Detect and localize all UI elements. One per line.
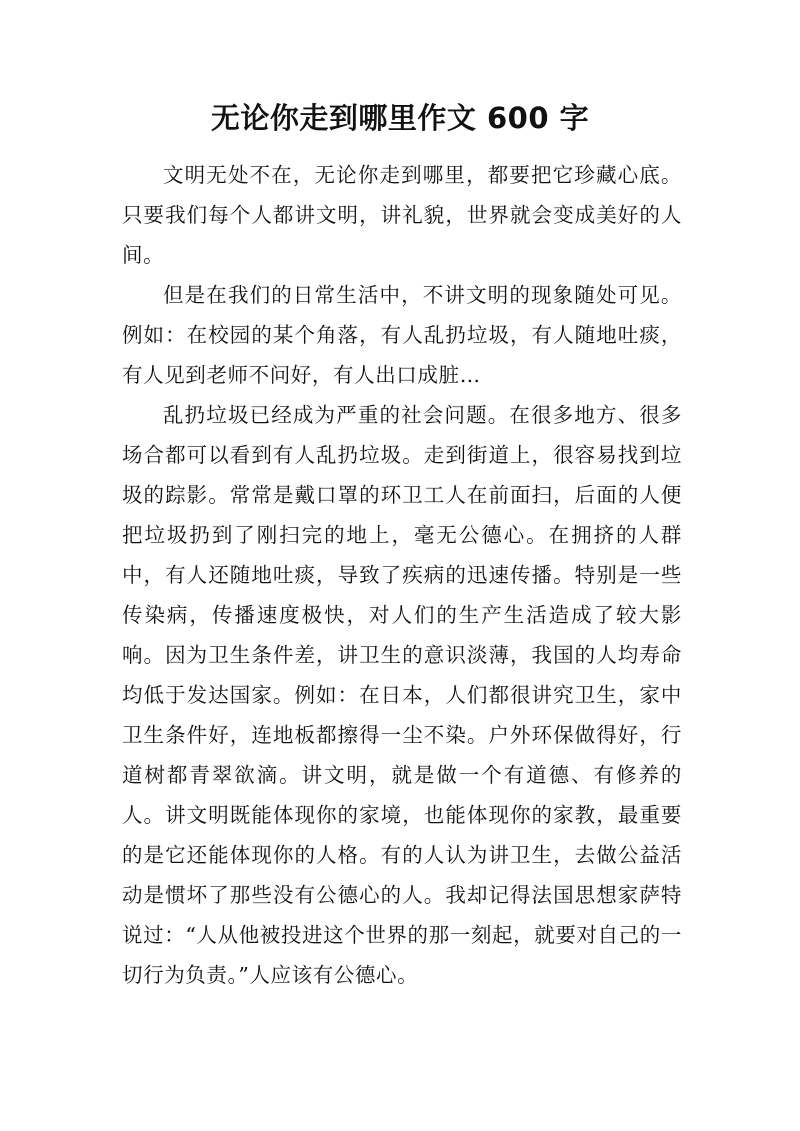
article-body — [122, 155, 682, 995]
paragraph-1: 文明无处不在，无论你走到哪里，都要把它珍藏心底。只要我们每个人都讲文明，讲礼貌，世界就会变成美好的人间。 — [122, 163, 682, 267]
paragraph-2: 但是在我们的日常生活中，不讲文明的现象随处可见。例如：在校园的某个角落，有人乱扔垃圾，有人随地吐痰，有人见到老师不问好，有人出口成脏… — [122, 283, 682, 387]
paragraph-3: 乱扔垃圾已经成为严重的社会问题。在很多地方、很多场合都可以看到有人乱扔垃圾。走到街道上，很容易找到垃圾的踪影。常常是戴口罩的环卫工人在前面扫，后面的人便把垃圾扔到了刚扫完的地上，毫无公德心。在拥挤的人群中，有人还随地吐痰，导致了疾病的迅速传播。特别是一些传染病，传播速度极快，对人们的生产生活造成了较大影响。因为卫生条件差，讲卫生的意识淡薄，我国的人均寿命均低于发达国家。例如：在日本，人们都很讲究卫生，家中卫生条件好，连地板都擦得一尘不染。户外环保做得好，行道树都青翠欲滴。讲文明，就是做一个有道德、有修养的人。讲文明既能体现你的家境，也能体现你的家教，最重要的是它还能体现你的人格。有的人认为讲卫生，去做公益活动是惯坏了那些没有公德心的人。我却记得法国思想家萨特说过：“人从他被投进这个世界的那一刻起，就要对自己的一切行为负责。”人应该有公德心。 — [122, 403, 682, 987]
page-title: 无论你走到哪里作文 600 字 — [210, 101, 590, 135]
